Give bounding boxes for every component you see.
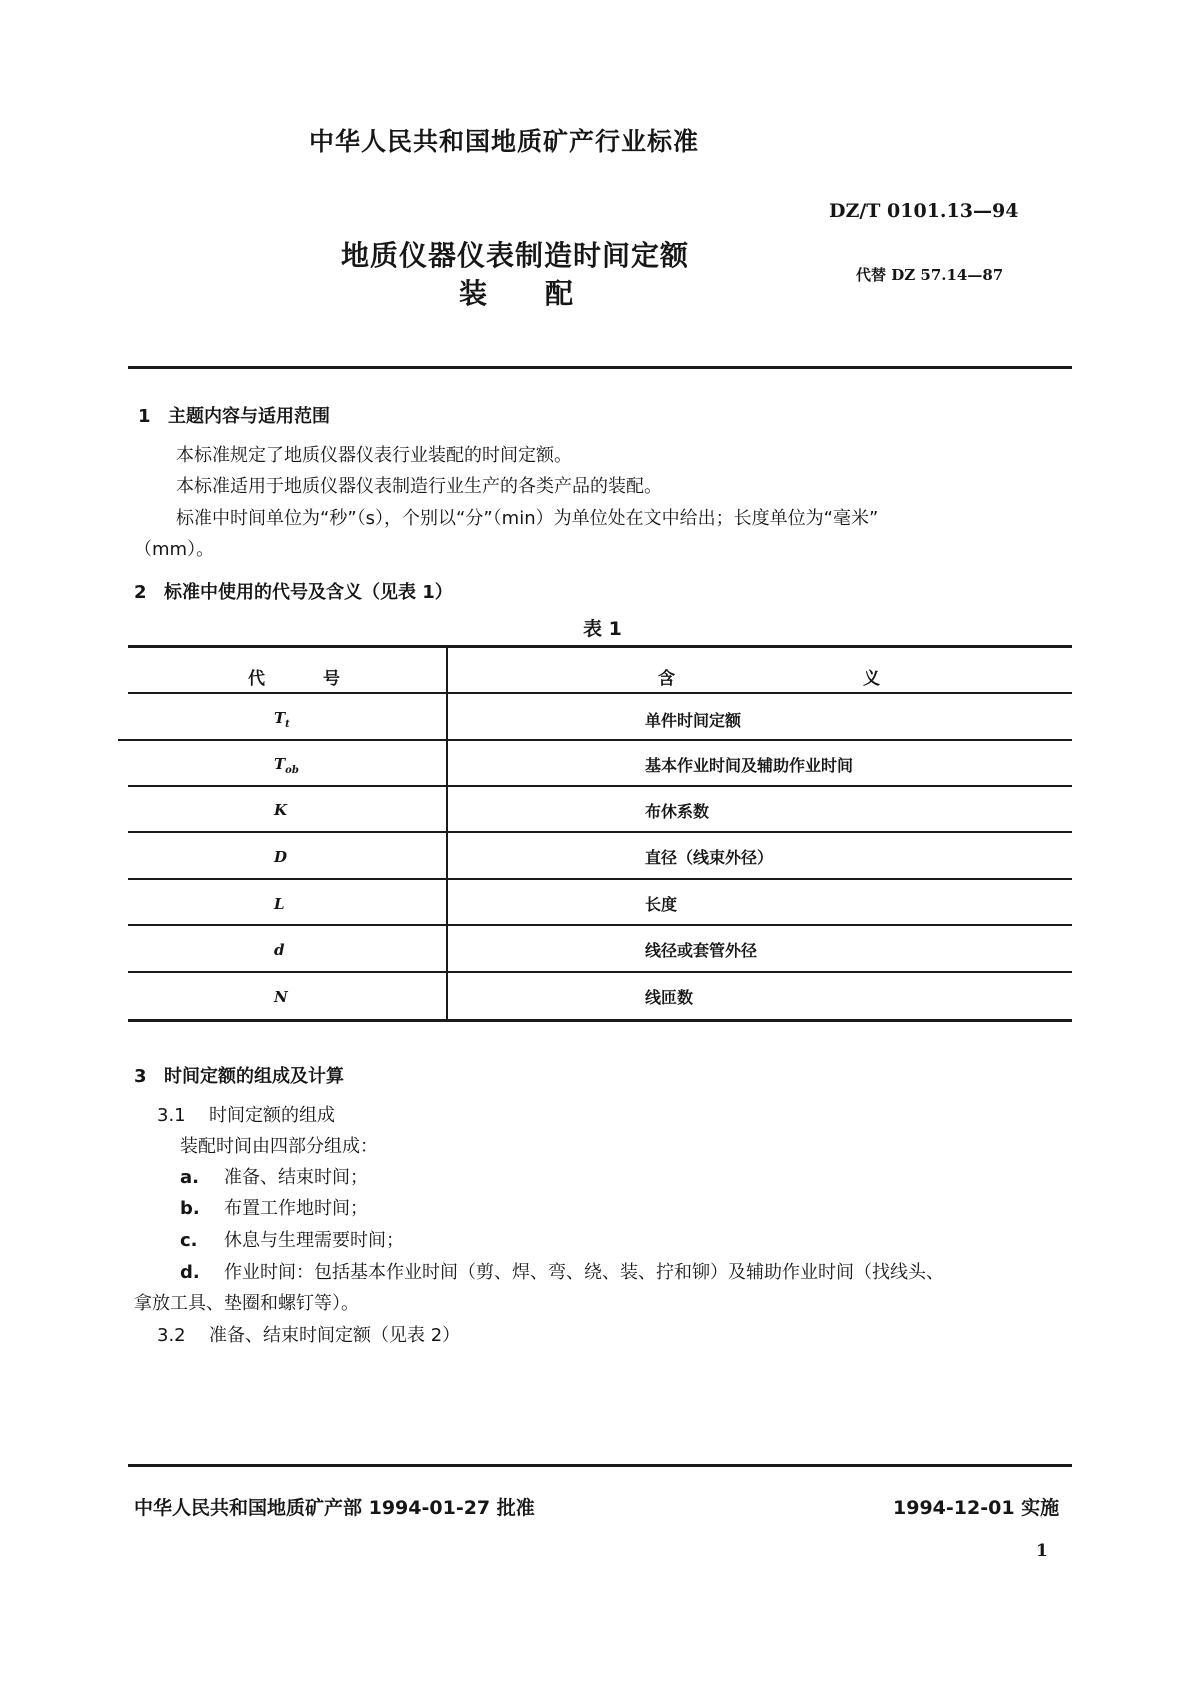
- table-row-symbol: $T_{ob}$: [274, 755, 299, 776]
- approval-note: 中华人民共和国地质矿产部 1994-01-27 批准: [134, 1497, 535, 1519]
- section-3-1-number: 3.1: [157, 1105, 186, 1126]
- list-item-d: [180, 1258, 944, 1284]
- table-row-symbol: $T_t$: [274, 709, 290, 730]
- section-1-heading: [138, 402, 330, 428]
- table-column-divider: [446, 645, 448, 1022]
- table-row-meaning: 长度: [645, 895, 678, 914]
- table-header-rule: [128, 692, 1072, 694]
- section-1-paragraph-1: 本标准规定了地质仪器仪表行业装配的时间定额。: [176, 445, 572, 466]
- section-3-2-heading: [157, 1321, 460, 1347]
- list-item-a: [180, 1163, 368, 1189]
- section-2-title: 标准中使用的代号及含义（见表 1）: [164, 582, 453, 603]
- table-row-symbol: L: [274, 895, 285, 913]
- list-text: 作业时间：包括基本作业时间（剪、焊、弯、绕、装、拧和铆）及辅助作业时间（找线头、: [224, 1262, 944, 1283]
- table-row-meaning: 单件时间定额: [645, 711, 742, 730]
- replaces-note: 代替 DZ 57.14—87: [856, 266, 1004, 284]
- table-row-rule: [118, 739, 1072, 741]
- section-3-1-title: 时间定额的组成: [209, 1105, 335, 1126]
- section-3-2-number: 3.2: [157, 1325, 186, 1346]
- list-text: 休息与生理需要时间；: [224, 1230, 404, 1251]
- table-top-rule: [128, 645, 1072, 648]
- table-row-rule: [128, 831, 1072, 833]
- table-1-caption: 表 1: [583, 618, 622, 640]
- standard-type-header: 中华人民共和国地质矿产行业标准: [309, 127, 700, 156]
- table-row-meaning: 布休系数: [645, 802, 710, 821]
- standard-code: DZ/T 0101.13—94: [829, 200, 1019, 222]
- section-3-2-title: 准备、结束时间定额（见表 2）: [209, 1325, 461, 1346]
- list-marker: c.: [180, 1230, 198, 1251]
- table-row-symbol: K: [274, 801, 288, 819]
- list-text: 布置工作地时间；: [224, 1198, 368, 1219]
- table-row-meaning: 基本作业时间及辅助作业时间: [645, 756, 854, 775]
- list-item-b: [180, 1194, 368, 1220]
- table-row-rule: [128, 924, 1072, 926]
- section-1-title: 主题内容与适用范围: [168, 406, 330, 427]
- column-header-meaning-a: 含: [658, 669, 675, 689]
- table-row-symbol: N: [274, 988, 288, 1006]
- table-row-symbol: D: [274, 848, 288, 866]
- section-1-paragraph-2: 本标准适用于地质仪器仪表制造行业生产的各类产品的装配。: [176, 476, 662, 497]
- table-row-rule: [128, 878, 1072, 880]
- list-marker: b.: [180, 1198, 200, 1219]
- table-row-rule: [128, 785, 1072, 787]
- section-1-paragraph-3: 标准中时间单位为“秒”（s），个别以“分”（min）为单位处在文中给出；长度单位为“毫米”: [176, 508, 879, 529]
- section-1-number: 1: [138, 406, 151, 427]
- table-row-rule: [128, 971, 1072, 973]
- subtitle-part-2: 配: [545, 277, 574, 310]
- list-item-d-continued: 拿放工具、垫圈和螺钉等）。: [134, 1293, 359, 1314]
- list-item-c: [180, 1226, 404, 1252]
- subtitle-part-1: 装: [459, 277, 488, 310]
- document-title: 地质仪器仪表制造时间定额: [341, 239, 690, 272]
- list-marker: a.: [180, 1167, 199, 1188]
- table-row-meaning: 线匝数: [645, 988, 694, 1007]
- page-number: 1: [1036, 1541, 1048, 1561]
- table-row-meaning: 直径（线束外径）: [645, 848, 774, 867]
- list-text: 准备、结束时间；: [224, 1167, 368, 1188]
- column-header-symbol-b: 号: [323, 669, 340, 689]
- effective-date: 1994-12-01 实施: [893, 1497, 1060, 1519]
- section-3-title: 时间定额的组成及计算: [164, 1066, 344, 1087]
- section-3-heading: [134, 1062, 344, 1088]
- section-3-1-intro: 装配时间由四部分组成：: [180, 1136, 378, 1157]
- footer-divider: [128, 1464, 1072, 1467]
- table-row-symbol: d: [274, 941, 285, 959]
- section-2-number: 2: [134, 582, 147, 603]
- column-header-symbol-a: 代: [248, 669, 265, 689]
- table-row-meaning: 线径或套管外径: [645, 941, 758, 960]
- section-3-number: 3: [134, 1066, 147, 1087]
- list-marker: d.: [180, 1262, 200, 1283]
- section-3-1-heading: [157, 1101, 335, 1127]
- section-1-paragraph-3-continued: （mm）。: [134, 539, 215, 560]
- table-bottom-rule: [128, 1019, 1072, 1022]
- column-header-meaning-b: 义: [863, 669, 880, 689]
- header-divider: [128, 366, 1072, 369]
- section-2-heading: [134, 578, 453, 604]
- document-subtitle: [459, 272, 573, 312]
